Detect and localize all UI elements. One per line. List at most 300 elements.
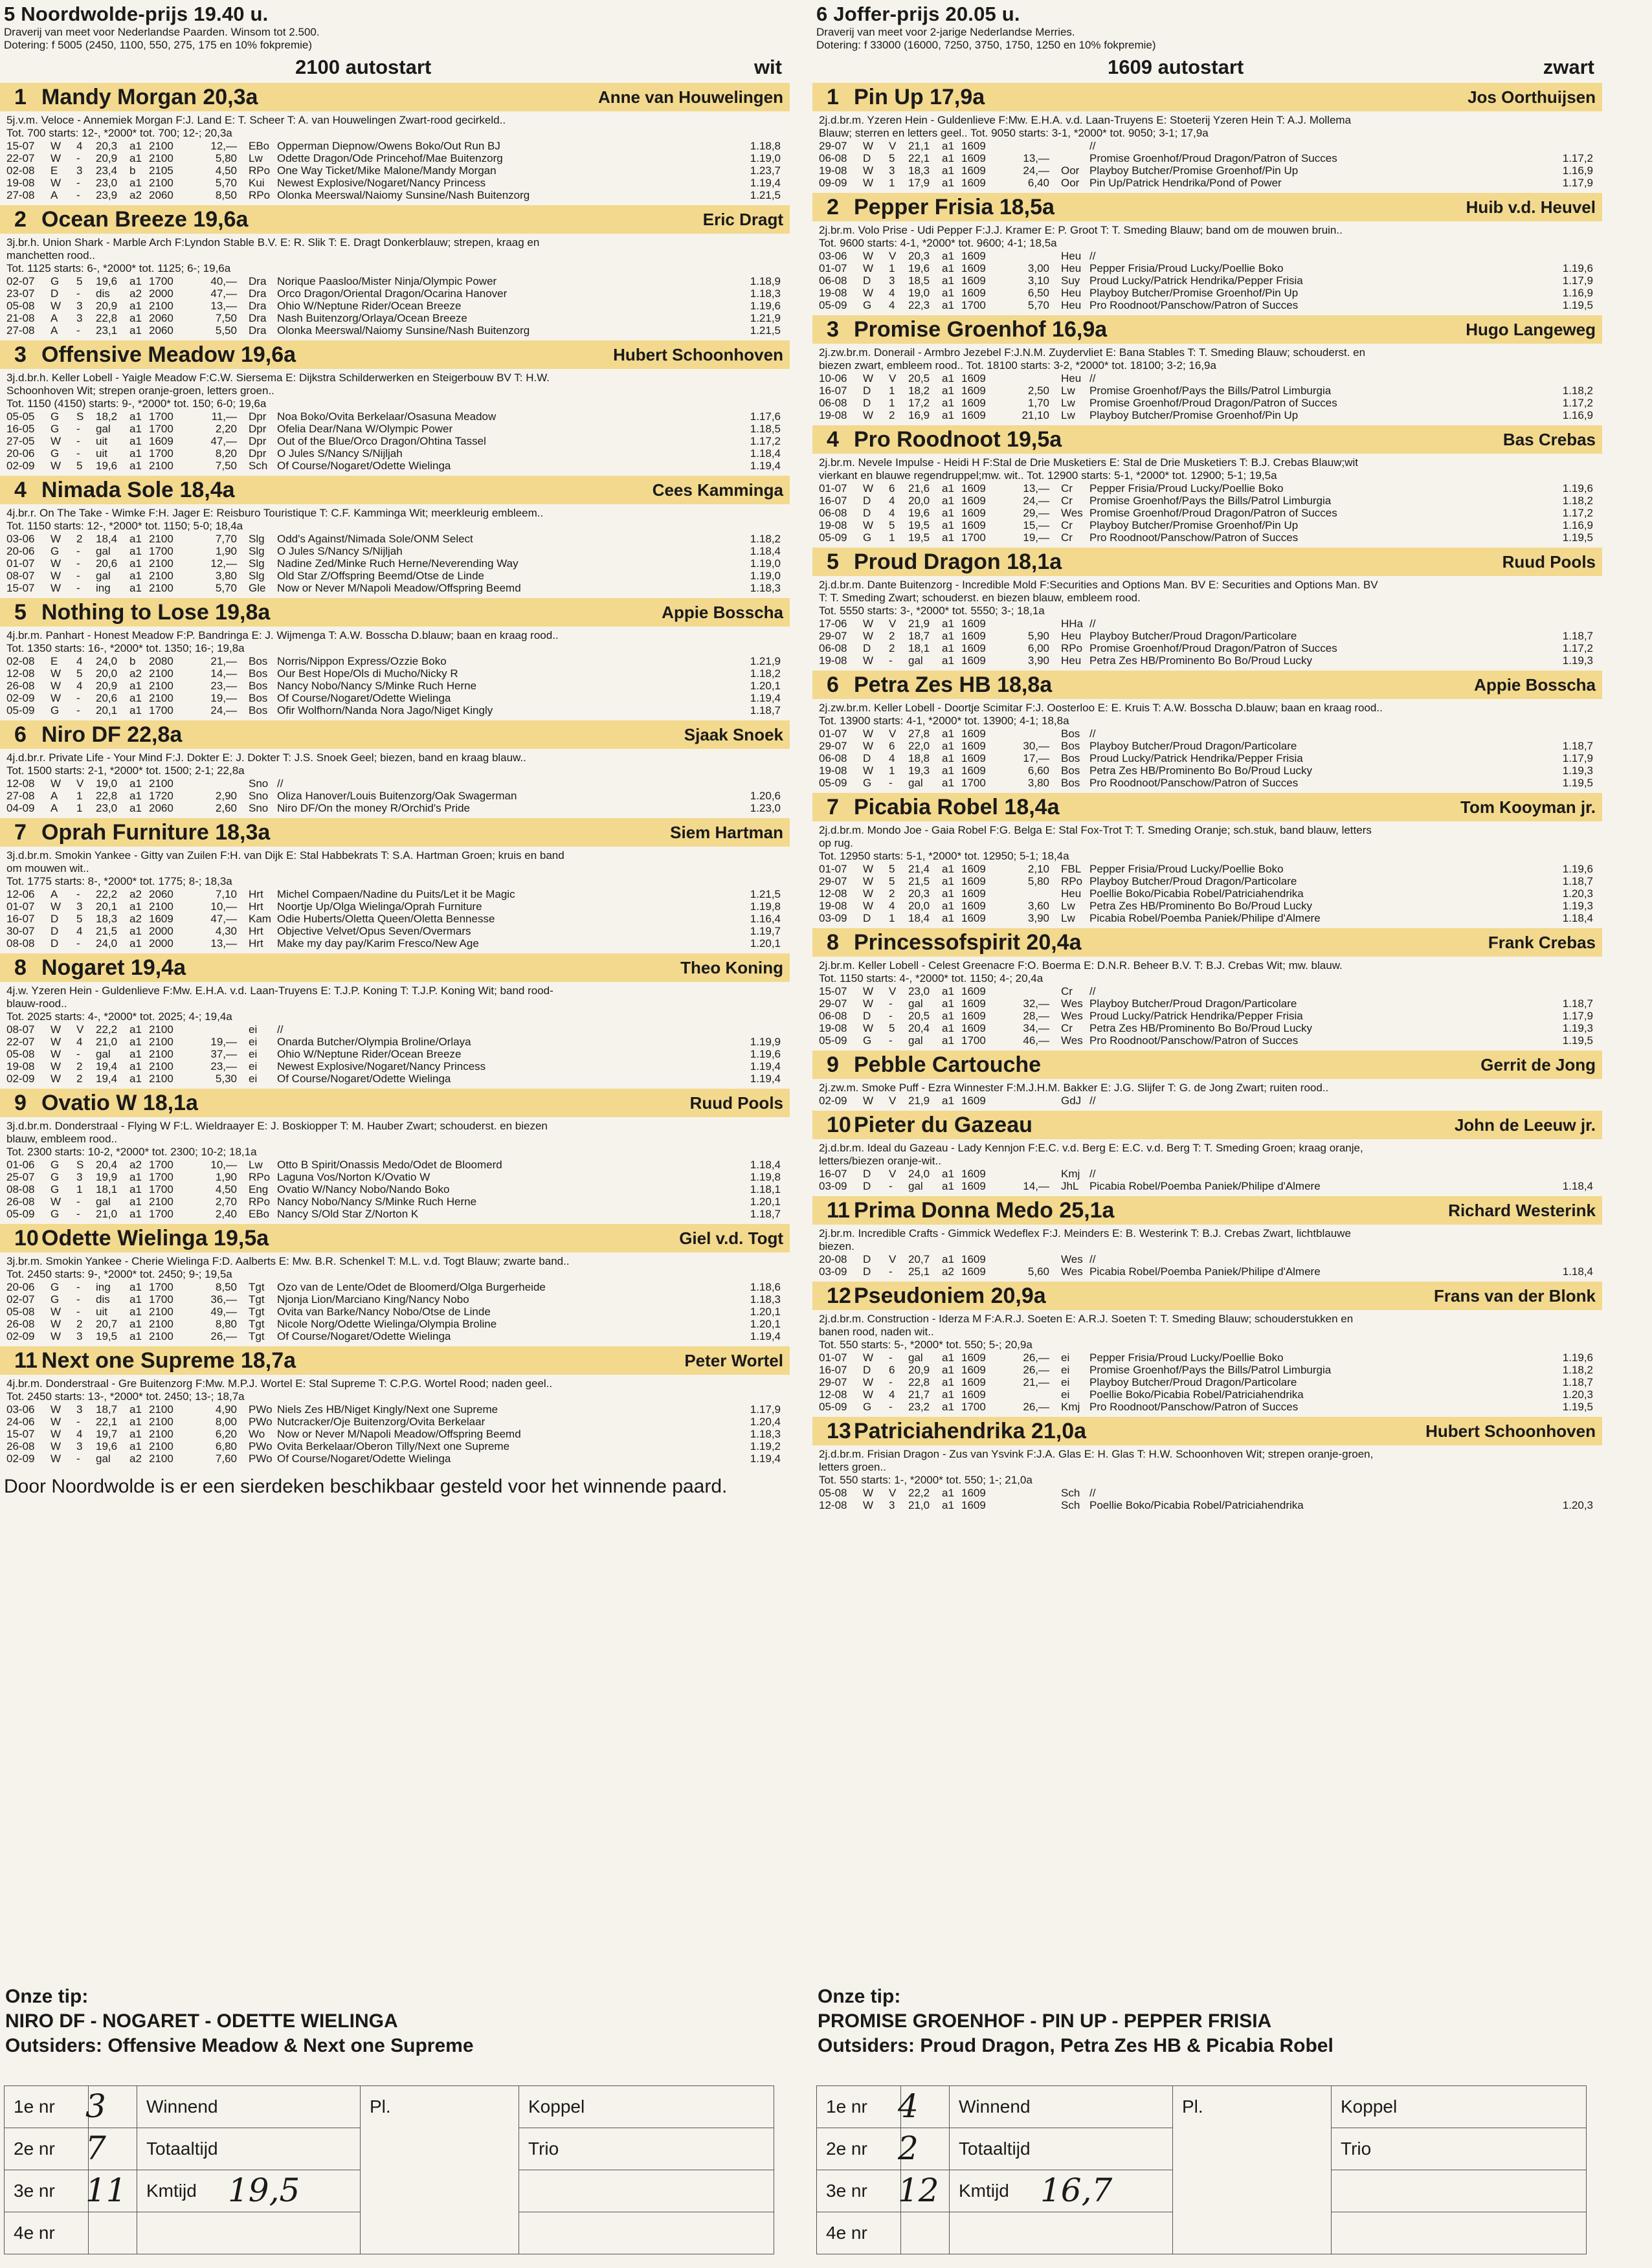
result-trainer: Bos — [249, 692, 268, 704]
horse-entry — [0, 83, 790, 201]
result-km-time: gal — [908, 997, 923, 1010]
result-distance: 1609 — [961, 152, 986, 164]
result-row — [0, 164, 790, 177]
horse-info-line: 2j.d.br.m. Frisian Dragon - Zus van Ysvink F:J.A. Glas E: H. Glas T: H.W. Schoonhoven Wit; strepen oranje-groen, — [819, 1448, 1374, 1460]
result-opponents: Petra Zes HB/Prominento Bo Bo/Proud Lucky — [1089, 900, 1312, 912]
result-start-type: a1 — [129, 324, 142, 337]
score-row — [5, 2086, 774, 2128]
horse-name — [14, 207, 248, 232]
score-blank-cell[interactable] — [901, 2170, 950, 2212]
result-opponents: Poellie Boko/Picabia Robel/Patriciahendrika — [1089, 1388, 1304, 1401]
horse-header — [0, 720, 790, 749]
result-distance: 2100 — [149, 1330, 173, 1342]
result-track: A — [50, 790, 58, 802]
result-winner-time — [726, 1023, 790, 1036]
result-distance: 2100 — [149, 1416, 173, 1428]
horse-name-text: Offensive Meadow 19,6a — [41, 342, 296, 367]
horse-info — [812, 221, 1602, 250]
result-opponents: Ofelia Dear/Nana W/Olympic Power — [277, 423, 453, 435]
results-table — [812, 1351, 1602, 1413]
horse-info — [0, 234, 790, 275]
result-place: V — [889, 140, 897, 152]
result-winner-time: 1.18,3 — [750, 582, 781, 594]
result-trainer: Kmj — [1061, 1168, 1080, 1180]
result-prize: 23,— — [210, 680, 237, 692]
result-prize: 5,50 — [215, 324, 237, 337]
result-winner-time: 1.18,4 — [750, 545, 781, 557]
result-place: 4 — [76, 655, 83, 667]
horse-info-line: 2j.zw.br.m. Donerail - Armbro Jezebel F:J.N.M. Zuydervliet E: Bana Stables T: T. Smeding Blauw; schouderst. en — [819, 346, 1366, 359]
horse-number: 2 — [827, 194, 839, 219]
result-start-type: a1 — [129, 1060, 142, 1073]
score-blank-cell[interactable] — [89, 2086, 137, 2128]
result-winner-time: 1.18,3 — [750, 287, 781, 300]
score-place-label: 3e nr — [826, 2181, 867, 2201]
result-opponents: One Way Ticket/Mike Malone/Mandy Morgan — [277, 164, 497, 177]
result-winner-time: 1.21,9 — [750, 312, 781, 324]
result-start-type: a1 — [129, 582, 142, 594]
result-opponents: // — [1089, 372, 1096, 384]
result-start-type: a1 — [129, 1036, 142, 1048]
result-place: - — [76, 1452, 80, 1465]
horse-info-line: blauw-rood.. — [6, 997, 67, 1010]
result-place: V — [889, 1253, 897, 1265]
result-start-type: a1 — [942, 752, 954, 764]
result-winner-time: 1.23,0 — [750, 802, 781, 814]
score-blank-cell[interactable] — [901, 2128, 950, 2170]
result-winner-time: 1.20,6 — [750, 790, 781, 802]
result-track: W — [50, 533, 61, 545]
result-track: W — [863, 1499, 874, 1511]
result-km-time: 24,0 — [908, 1168, 930, 1180]
result-opponents: Ovita Berkelaar/Oberon Tilly/Next one Supreme — [277, 1440, 510, 1452]
result-row — [812, 777, 1602, 789]
horse-name — [827, 1284, 1046, 1309]
result-winner-time: 1.21,9 — [750, 655, 781, 667]
result-prize: 3,90 — [1027, 654, 1049, 667]
horse-name-text: Ocean Breeze 19,6a — [41, 206, 249, 232]
result-start-type: a2 — [129, 189, 142, 201]
result-date: 12-06 — [6, 888, 35, 900]
result-track: W — [50, 1403, 61, 1416]
horse-info-line: Tot. 1350 starts: 16-, *2000* tot. 1350; 16-; 19,8a — [6, 642, 245, 654]
result-distance: 1609 — [961, 728, 986, 740]
result-winner-time: 1.19,0 — [750, 557, 781, 570]
result-winner-time — [1539, 1253, 1602, 1265]
result-date: 26-08 — [6, 680, 35, 692]
result-km-time: 18,8 — [908, 752, 930, 764]
result-start-type: a1 — [942, 642, 954, 654]
result-trainer: Heu — [1061, 250, 1082, 262]
horse-number: 10 — [827, 1112, 851, 1137]
result-prize: 2,50 — [1027, 384, 1049, 397]
result-distance: 1609 — [149, 913, 173, 925]
result-track: D — [863, 1265, 871, 1278]
score-place-cell — [5, 2212, 89, 2254]
result-trainer: Wes — [1061, 1265, 1083, 1278]
result-place: 4 — [889, 495, 895, 507]
result-prize: 10,— — [210, 1159, 237, 1171]
result-prize: 49,— — [210, 1306, 237, 1318]
result-km-time: dis — [96, 1293, 110, 1306]
result-date: 02-09 — [6, 460, 35, 472]
horse-entry — [812, 928, 1602, 1047]
result-row — [0, 582, 790, 594]
driver-name: Cees Kamminga — [652, 480, 783, 500]
result-prize: 13,— — [210, 937, 237, 950]
result-track: W — [863, 654, 874, 667]
result-prize — [1005, 617, 1061, 630]
results-table — [812, 140, 1602, 189]
results-table — [0, 533, 790, 594]
result-winner-time: 1.16,9 — [1562, 164, 1593, 177]
result-prize: 1,90 — [215, 545, 237, 557]
driver-name: Sjaak Snoek — [684, 724, 783, 744]
horse-name — [827, 85, 985, 110]
result-place: - — [76, 1208, 80, 1220]
result-opponents: Make my day pay/Karim Fresco/New Age — [277, 937, 479, 950]
horse-info-line: 2j.br.m. Volo Prise - Udi Pepper F:J.J. Kramer E: P. Groot T: T. Smeding Blauw; band om de mouwen bruin.. — [819, 224, 1343, 236]
result-prize: 12,— — [210, 140, 237, 152]
horse-info-line: Tot. 1500 starts: 2-1, *2000* tot. 1500; 2-1; 22,8a — [6, 764, 245, 777]
result-place: 3 — [889, 164, 895, 177]
result-trainer: Oor — [1061, 177, 1080, 189]
horse-entry — [0, 1089, 790, 1220]
result-prize: 13,— — [210, 300, 237, 312]
result-prize: 5,80 — [1027, 875, 1049, 887]
result-winner-time: 1.19,4 — [750, 177, 781, 189]
result-km-time: 20,7 — [908, 1253, 930, 1265]
horse-name-text: Prima Donna Medo 25,1a — [854, 1197, 1115, 1223]
result-trainer: PWo — [249, 1440, 273, 1452]
result-opponents: Niro DF/On the money R/Orchid's Pride — [277, 802, 471, 814]
horse-info-line: letters groen.. — [819, 1461, 886, 1473]
result-row — [812, 752, 1602, 764]
result-trainer — [1061, 152, 1089, 164]
result-trainer: Sno — [249, 802, 269, 814]
result-track: W — [863, 482, 874, 495]
horse-info-line: Tot. 12950 starts: 5-1, *2000* tot. 12950; 5-1; 18,4a — [819, 850, 1069, 862]
result-km-time: 21,6 — [908, 482, 930, 495]
result-start-type: a1 — [942, 1010, 954, 1022]
result-place: - — [76, 1293, 80, 1306]
result-place: - — [76, 435, 80, 447]
result-distance: 2000 — [149, 287, 173, 300]
result-opponents: Oliza Hanover/Louis Buitenzorg/Oak Swagerman — [277, 790, 517, 802]
result-row — [0, 900, 790, 913]
result-place: 3 — [76, 900, 83, 913]
result-trainer: Cr — [1061, 495, 1073, 507]
result-distance: 1609 — [961, 1253, 986, 1265]
result-track: W — [50, 777, 61, 790]
result-opponents: Michel Compaen/Nadine du Puits/Let it be Magic — [277, 888, 515, 900]
result-start-type: a1 — [129, 680, 142, 692]
horse-info-line: 4j.br.r. On The Take - Wimke F:H. Jager E: Reisburo Touristique T: C.F. Kamminga Wit; meerkleurig embleem.. — [6, 507, 544, 519]
horse-info — [812, 576, 1602, 617]
score-blank-cell[interactable] — [89, 2170, 137, 2212]
result-track: G — [50, 1281, 60, 1293]
results-table — [812, 1487, 1602, 1511]
horse-info-line: 4j.br.m. Donderstraal - Gre Buitenzorg F:Mw. M.P.J. Wortel E: Stal Supreme T: C.P.G. Wortel Rood; naden geel.. — [6, 1377, 553, 1390]
result-trainer: ei — [249, 1073, 258, 1085]
horse-info-line: Tot. 1150 (4150) starts: 9-, *2000* tot. 150; 6-0; 19,6a — [6, 397, 267, 410]
horse-info-line: Schoonhoven Wit; strepen oranje-groen, letters groen.. — [6, 384, 274, 397]
result-place: 1 — [889, 531, 895, 544]
result-date: 27-08 — [6, 189, 35, 201]
horse-header — [812, 1111, 1602, 1139]
score-place-label: 1e nr — [14, 2096, 55, 2117]
result-trainer: RPo — [249, 189, 271, 201]
result-opponents: Noortje Up/Olga Wielinga/Oprah Furniture — [277, 900, 482, 913]
horse-info-line: Tot. 5550 starts: 3-, *2000* tot. 5550; 3-; 18,1a — [819, 605, 1045, 617]
result-row — [812, 495, 1602, 507]
horse-entry — [0, 953, 790, 1085]
result-opponents: Ohio W/Neptune Rider/Ocean Breeze — [277, 300, 462, 312]
score-right-cell — [519, 2086, 774, 2128]
result-km-time: 21,5 — [96, 925, 118, 937]
result-prize: 5,70 — [215, 582, 237, 594]
result-place: 1 — [889, 912, 895, 924]
result-date: 26-08 — [6, 1195, 35, 1208]
result-distance: 2100 — [149, 1403, 173, 1416]
horse-entry — [0, 1346, 790, 1465]
result-km-time: gal — [96, 1195, 111, 1208]
handwritten-number: 3 — [85, 2087, 106, 2125]
result-track: G — [50, 410, 60, 423]
result-track: D — [50, 913, 59, 925]
result-distance: 2100 — [149, 777, 173, 790]
result-opponents: Of Course/Nogaret/Odette Wielinga — [277, 1452, 451, 1465]
result-place: - — [889, 1180, 893, 1192]
result-opponents: Nadine Zed/Minke Ruch Herne/Neverending Way — [277, 557, 519, 570]
score-blank-cell[interactable] — [89, 2212, 137, 2254]
result-place: V — [889, 250, 897, 262]
horse-name-text: Pieter du Gazeau — [854, 1112, 1032, 1137]
result-date: 06-08 — [819, 507, 847, 519]
result-place: S — [76, 1159, 84, 1171]
horse-info-line: letters/biezen oranje-wit.. — [819, 1155, 941, 1167]
result-opponents: Promise Groenhof/Proud Dragon/Patron of Succes — [1089, 507, 1337, 519]
result-track: A — [50, 324, 58, 337]
result-trainer: Lw — [1061, 384, 1075, 397]
result-opponents: Old Star Z/Offspring Beemd/Otse de Linde — [277, 570, 485, 582]
result-place: 6 — [889, 740, 895, 752]
horse-info — [812, 699, 1602, 728]
horse-number: 11 — [14, 1348, 38, 1373]
result-place: 4 — [889, 507, 895, 519]
result-distance: 1700 — [149, 275, 173, 287]
result-date: 01-06 — [6, 1159, 35, 1171]
result-opponents: Pin Up/Patrick Hendrika/Pond of Power — [1089, 177, 1282, 189]
results-table — [812, 1253, 1602, 1278]
result-km-time: 24,0 — [96, 655, 118, 667]
result-prize: 7,10 — [215, 888, 237, 900]
horse-info — [812, 344, 1602, 372]
horse-number: 3 — [14, 342, 27, 367]
result-date: 29-07 — [819, 140, 847, 152]
driver-name: Appie Bosscha — [662, 602, 783, 622]
result-date: 16-07 — [6, 913, 35, 925]
result-opponents: Ozo van de Lente/Odet de Bloomerd/Olga Burgerheide — [277, 1281, 546, 1293]
result-track: G — [863, 1034, 872, 1047]
tip-outsiders: Outsiders: Proud Dragon, Petra Zes HB & Picabia Robel — [818, 2035, 1334, 2056]
result-opponents: Nancy Nobo/Nancy S/Minke Ruch Herne — [277, 1195, 477, 1208]
result-start-type: a1 — [129, 275, 142, 287]
result-date: 05-09 — [819, 531, 847, 544]
result-distance: 2060 — [149, 189, 173, 201]
results-table — [0, 888, 790, 950]
result-distance: 1609 — [149, 435, 173, 447]
result-winner-time: 1.19,6 — [1562, 1351, 1593, 1364]
result-row — [0, 777, 790, 790]
result-distance: 2100 — [149, 1440, 173, 1452]
result-start-type: a1 — [129, 1318, 142, 1330]
horse-number: 7 — [827, 794, 839, 819]
result-start-type: a1 — [942, 740, 954, 752]
handwritten-number: 4 — [898, 2087, 919, 2125]
score-blank-cell[interactable] — [901, 2212, 950, 2254]
result-distance: 1700 — [149, 1183, 173, 1195]
result-prize: 5,60 — [1027, 1265, 1049, 1278]
result-row — [0, 545, 790, 557]
result-track: D — [863, 397, 871, 409]
result-track: D — [863, 1364, 871, 1376]
horse-info-line: 3j.d.br.m. Donderstraal - Flying W F:L. Wieldraayer E: J. Boskiopper T: M. Hauber Zwart; schouderst. en biezen — [6, 1120, 548, 1132]
horse-number: 7 — [14, 819, 27, 845]
result-distance: 1609 — [961, 1265, 986, 1278]
result-winner-time: 1.21,5 — [750, 888, 781, 900]
score-right-cell — [519, 2128, 774, 2170]
result-distance: 1609 — [961, 287, 986, 299]
result-trainer: Dra — [249, 312, 267, 324]
result-date: 01-07 — [819, 1351, 847, 1364]
result-distance: 1720 — [149, 790, 173, 802]
result-trainer: Lw — [1061, 397, 1075, 409]
result-winner-time: 1.17,9 — [1562, 177, 1593, 189]
horse-info-line: Tot. 2300 starts: 10-2, *2000* tot. 2300; 10-2; 18,1a — [6, 1146, 257, 1158]
result-start-type: a2 — [129, 287, 142, 300]
result-winner-time: 1.19,6 — [1562, 262, 1593, 274]
result-date: 01-07 — [6, 557, 35, 570]
horse-name — [827, 795, 1060, 820]
result-opponents: // — [1089, 985, 1096, 997]
result-row — [812, 1168, 1602, 1180]
result-place: 3 — [76, 164, 83, 177]
result-winner-time: 1.19,4 — [750, 460, 781, 472]
horse-info-line: 4j.d.br.r. Private Life - Your Mind F:J. Dokter E: J. Dokter T: J.S. Snoek Geel; biezen, band en kraag blauw.. — [6, 751, 526, 764]
horse-info-line: 2j.d.br.m. Construction - Iderza M F:A.R.J. Soeten E: A.R.J. Soeten T: T. Smeding Blauw; schouderstukken en — [819, 1313, 1354, 1325]
score-blank-cell[interactable] — [901, 2086, 950, 2128]
result-row — [0, 1428, 790, 1440]
horse-info-line: 2j.d.br.m. Ideal du Gazeau - Lady Kennjon F:E.C. v.d. Berg E: E.C. v.d. Berg T: T. Smeding Groen; kraag oranje, — [819, 1142, 1363, 1154]
result-track: E — [50, 164, 58, 177]
result-place: - — [76, 1281, 80, 1293]
result-date: 25-07 — [6, 1171, 35, 1183]
horse-info — [812, 1225, 1602, 1253]
result-start-type: a1 — [129, 1048, 142, 1060]
result-start-type: a2 — [129, 667, 142, 680]
result-start-type: a1 — [129, 447, 142, 460]
result-date: 16-07 — [819, 495, 847, 507]
result-place: - — [76, 545, 80, 557]
handwritten-number: 11 — [85, 2172, 127, 2209]
result-winner-time — [1539, 1168, 1602, 1180]
result-opponents: Promise Groenhof/Pays the Bills/Patrol Limburgia — [1089, 495, 1332, 507]
result-row — [0, 1403, 790, 1416]
result-track: W — [863, 900, 874, 912]
result-track: D — [50, 287, 59, 300]
score-blank-cell[interactable] — [89, 2128, 137, 2170]
result-prize: 26,— — [210, 1330, 237, 1342]
result-distance: 2100 — [149, 1452, 173, 1465]
result-winner-time — [1539, 1487, 1602, 1499]
result-start-type: a1 — [942, 1351, 954, 1364]
result-winner-time: 1.20,1 — [750, 680, 781, 692]
result-track: W — [50, 582, 61, 594]
result-place: 4 — [889, 299, 895, 311]
result-prize: 40,— — [210, 275, 237, 287]
result-row — [0, 1171, 790, 1183]
result-distance: 1609 — [961, 1388, 986, 1401]
result-km-time: 23,2 — [908, 1401, 930, 1413]
race-dotering: Dotering: f 33000 (16000, 7250, 3750, 1750, 1250 en 10% fokpremie) — [816, 39, 1156, 51]
result-opponents: Petra Zes HB/Prominento Bo Bo/Proud Lucky — [1089, 654, 1312, 667]
result-date: 06-08 — [819, 152, 847, 164]
horse-header — [812, 83, 1602, 111]
result-prize: 19,— — [210, 692, 237, 704]
result-distance: 2000 — [149, 937, 173, 950]
result-opponents: Playboy Butcher/Proud Dragon/Particolare — [1089, 1376, 1297, 1388]
result-date: 26-08 — [6, 1318, 35, 1330]
result-place: 1 — [889, 397, 895, 409]
result-row — [0, 140, 790, 152]
results-table — [812, 250, 1602, 311]
result-start-type: a1 — [942, 531, 954, 544]
result-start-type: a2 — [129, 913, 142, 925]
result-start-type: a1 — [942, 1376, 954, 1388]
result-track: W — [50, 1416, 61, 1428]
result-start-type: a1 — [129, 802, 142, 814]
result-track: W — [50, 1318, 61, 1330]
result-km-time: 23,0 — [96, 802, 118, 814]
horse-entry — [812, 193, 1602, 311]
result-winner-time: 1.23,7 — [750, 164, 781, 177]
horse-number: 8 — [14, 955, 27, 980]
result-trainer: JhL — [1061, 1180, 1079, 1192]
result-track: W — [863, 740, 874, 752]
result-opponents: Pro Roodnoot/Panschow/Patron of Succes — [1089, 1401, 1299, 1413]
result-date: 08-08 — [6, 937, 35, 950]
result-km-time: dis — [96, 287, 110, 300]
handwritten-kmtijd: 16,7 — [1040, 2172, 1113, 2209]
result-row — [0, 324, 790, 337]
result-start-type: a1 — [129, 1440, 142, 1452]
result-winner-time — [1539, 985, 1602, 997]
result-track: D — [863, 1010, 871, 1022]
result-winner-time: 1.21,5 — [750, 324, 781, 337]
result-trainer: Cr — [1061, 482, 1073, 495]
result-start-type: a1 — [942, 409, 954, 421]
result-track: A — [50, 189, 58, 201]
result-date: 29-07 — [819, 740, 847, 752]
result-row — [0, 1416, 790, 1428]
result-track: D — [863, 642, 871, 654]
result-track: W — [50, 435, 61, 447]
result-distance: 1700 — [149, 1159, 173, 1171]
result-place: 4 — [76, 925, 83, 937]
result-trainer: Wo — [249, 1428, 265, 1440]
result-row — [0, 1281, 790, 1293]
